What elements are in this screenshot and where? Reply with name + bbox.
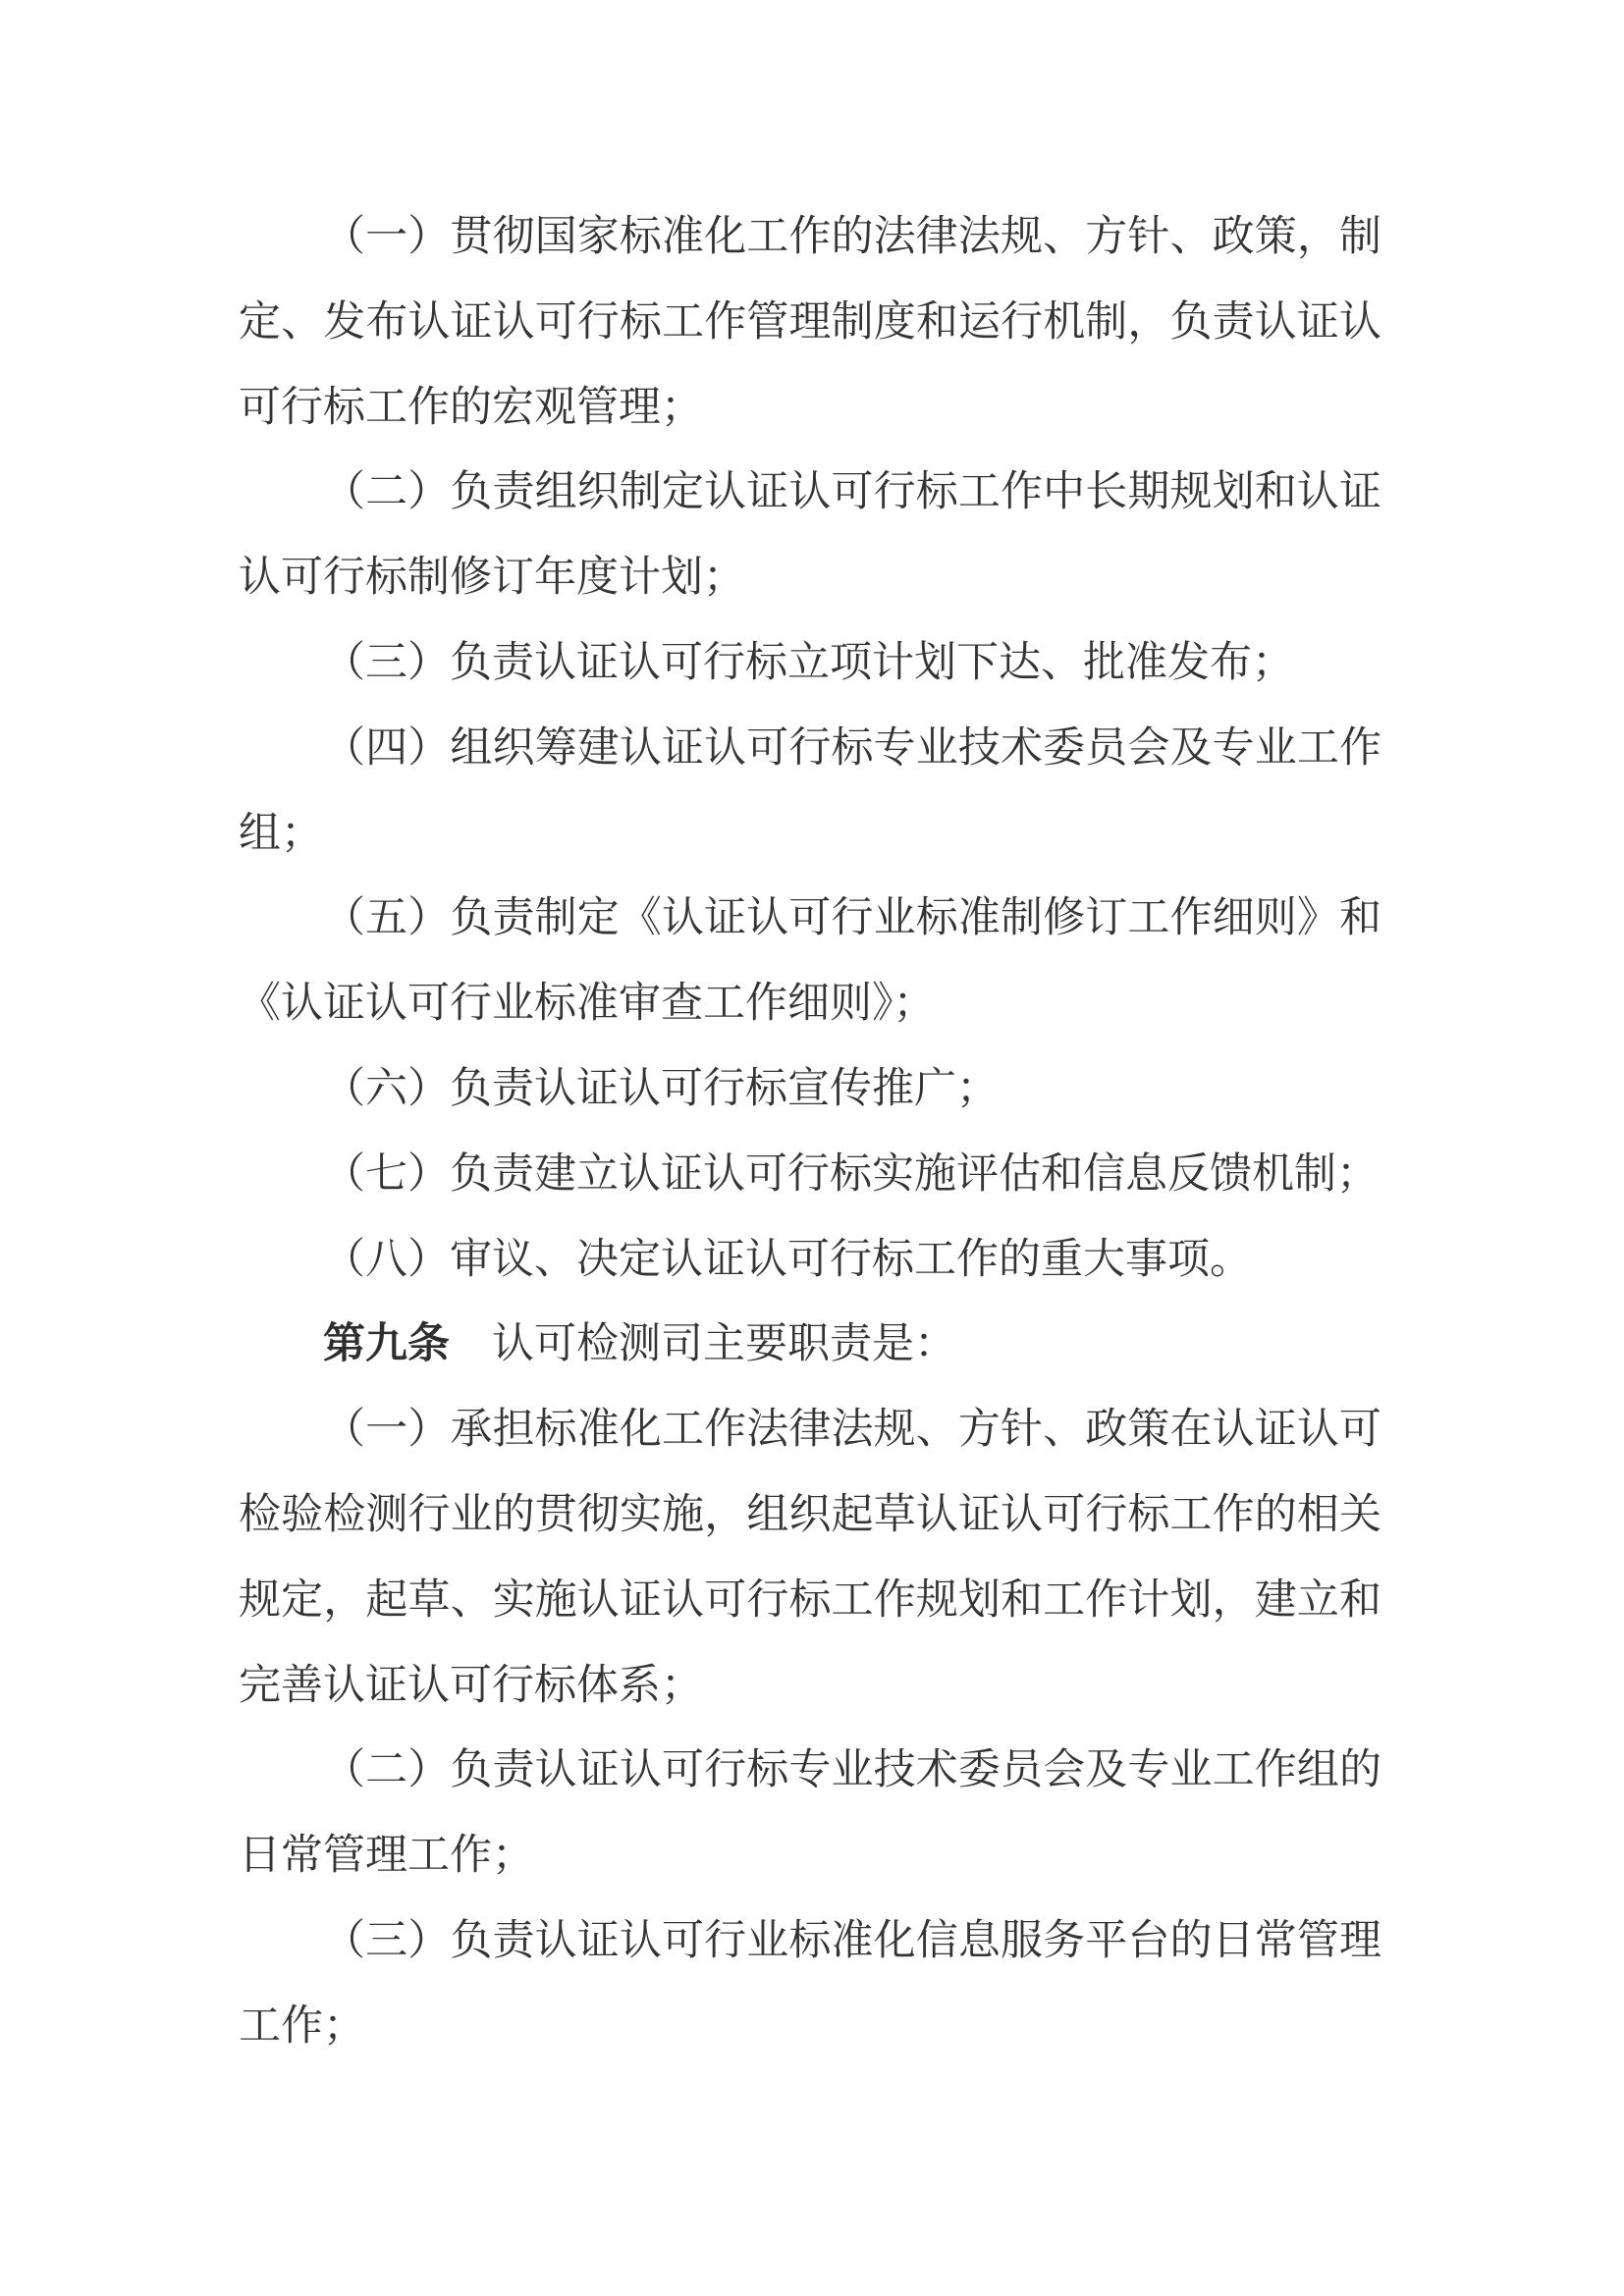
article-heading-paragraph [239,1302,1381,1387]
paragraph [239,706,1381,877]
paragraph [239,194,1381,450]
paragraph [239,450,1381,620]
paragraph-text: （二）负责组织制定认证认可行标工作中长期规划和认证认可行标制修订年度计划； [239,467,1381,603]
paragraph-text: （三）负责认证认可行标立项计划下达、批准发布； [323,637,1294,687]
paragraph [239,876,1381,1046]
paragraph [239,1132,1381,1217]
paragraph-text: （二）负责认证认可行标专业技术委员会及专业工作组的日常管理工作； [239,1745,1381,1881]
article-number: 第九条 [323,1320,450,1368]
paragraph [239,1217,1381,1303]
paragraph-text: （四）组织筹建认证认可行标专业技术委员会及专业工作组； [239,722,1381,858]
paragraph-text: （八）审议、决定认证认可行标工作的重大事项。 [323,1234,1252,1284]
paragraph [239,1046,1381,1132]
paragraph-text: 认可检测司主要职责是： [450,1319,956,1369]
paragraph-text: （一）贯彻国家标准化工作的法律法规、方针、政策，制定、发布认证认可行标工作管理制度和运行机制，负责认证认可行标工作的宏观管理； [239,212,1381,432]
paragraph [239,1387,1381,1728]
paragraph-text: （七）负责建立认证认可行标实施评估和信息反馈机制； [323,1148,1379,1199]
document-body [239,194,1381,2069]
paragraph-text: （六）负责认证认可行标宣传推广； [323,1063,999,1113]
paragraph-text: （五）负责制定《认证认可行业标准制修订工作细则》和《认证认可行业标准审查工作细则》； [239,893,1381,1029]
paragraph-text: （三）负责认证认可行业标准化信息服务平台的日常管理工作； [239,1915,1381,2051]
paragraph-text: （一）承担标准化工作法律法规、方针、政策在认证认可检验检测行业的贯彻实施，组织起草认证认可行标工作的相关规定，起草、实施认证认可行标工作规划和工作计划，建立和完善认证认可行标体系； [239,1405,1381,1710]
paragraph [239,620,1381,706]
paragraph [239,1728,1381,1898]
paragraph [239,1898,1381,2069]
